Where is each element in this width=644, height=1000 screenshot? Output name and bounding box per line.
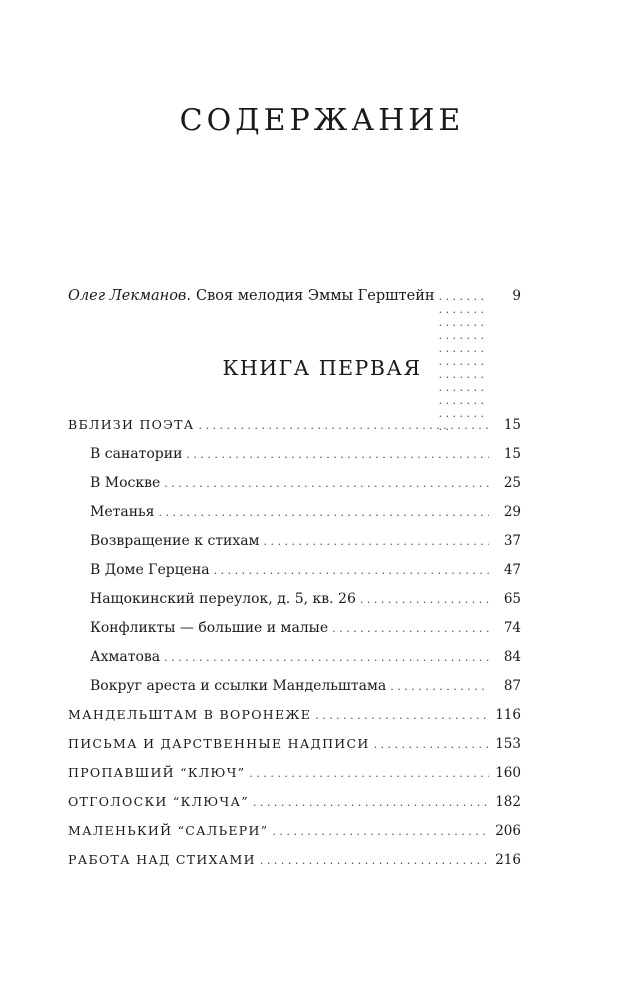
toc-entry-label: Нащокинский переулок, д. 5, кв. 26 [90, 591, 356, 607]
toc-entry-page-number: 160 [495, 765, 521, 781]
toc-entry-label: Вокруг ареста и ссылки Мандельштама [90, 678, 387, 694]
dot-leader [214, 564, 489, 577]
toc-entry-label: Ахматова [90, 649, 161, 665]
toc-entry-label: В санатории [90, 446, 183, 462]
toc-entry-label: В Доме Герцена [90, 562, 210, 578]
toc-entry-page-number: 216 [495, 852, 521, 868]
dot-leader [198, 419, 489, 432]
toc-entry-page-number: 206 [495, 823, 521, 839]
toc-subentry [68, 446, 521, 475]
toc-entry-label: ОТГОЛОСКИ “КЛЮЧА” [68, 794, 249, 809]
dot-leader [164, 651, 489, 664]
toc-entry-page-number: 153 [495, 736, 521, 752]
toc-entry-label: Конфликты — большие и малые [90, 620, 329, 636]
toc-subentry [68, 591, 521, 620]
toc-entry-page-number: 65 [503, 591, 521, 607]
toc-entry-label: МАНДЕЛЬШТАМ В ВОРОНЕЖЕ [68, 707, 312, 722]
dot-leader [264, 535, 490, 548]
dot-leader [374, 738, 489, 751]
dot-leader [253, 796, 489, 809]
dot-leader [249, 767, 489, 780]
toc-entry-page-number: 15 [503, 417, 521, 433]
toc-section-entry [68, 417, 521, 446]
toc-entry-label: Возвращение к стихам [90, 533, 260, 549]
toc-section-entry [68, 823, 521, 852]
toc-section-entry [68, 707, 521, 736]
dot-leader [186, 448, 489, 461]
toc-subentry [68, 649, 521, 678]
toc-section-entry [68, 794, 521, 823]
dot-leader [360, 593, 489, 606]
toc-entry-page-number: 15 [503, 446, 521, 462]
toc-section-entry [68, 852, 521, 881]
intro-page-number: 9 [512, 288, 521, 304]
book-title: КНИГА ПЕРВАЯ [222, 356, 422, 380]
toc-subentry [68, 620, 521, 649]
dot-leader [390, 680, 489, 693]
toc-entry-label: Метанья [90, 504, 155, 520]
toc-entry-page-number: 37 [503, 533, 521, 549]
intro-author: Олег Лекманов. [68, 288, 191, 304]
toc-entry-page-number: 84 [503, 649, 521, 665]
toc-entry-label: В Москве [90, 475, 161, 491]
toc-subentry [68, 562, 521, 591]
toc-entry-page-number: 47 [503, 562, 521, 578]
toc-entry-label: РАБОТА НАД СТИХАМИ [68, 852, 256, 867]
toc-entry-page-number: 74 [503, 620, 521, 636]
toc-subentry [68, 533, 521, 562]
toc-entry-page-number: 87 [503, 678, 521, 694]
toc-entry-page-number: 182 [495, 794, 521, 810]
toc-entry-page-number: 116 [495, 707, 521, 723]
toc-section-entry [68, 765, 521, 794]
toc-section-entry [68, 736, 521, 765]
toc-subentry [68, 475, 521, 504]
dot-leader [260, 854, 489, 867]
toc-entry-page-number: 29 [503, 504, 521, 520]
dot-leader [272, 825, 489, 838]
dot-leader [159, 506, 490, 519]
intro-title: Своя мелодия Эммы Герштейн [195, 288, 435, 304]
toc-subentry [68, 504, 521, 533]
dot-leader [332, 622, 489, 635]
toc-subentry [68, 678, 521, 707]
toc-entry-page-number: 25 [503, 475, 521, 491]
toc-list [68, 417, 521, 881]
toc-entry-label: МАЛЕНЬКИЙ “САЛЬЕРИ” [68, 823, 269, 838]
page-title: СОДЕРЖАНИЕ [179, 103, 465, 138]
toc-entry-label: ПИСЬМА И ДАРСТВЕННЫЕ НАДПИСИ [68, 736, 370, 751]
dot-leader [164, 477, 489, 490]
toc-entry-label: ВБЛИЗИ ПОЭТА [68, 417, 195, 432]
dot-leader [315, 709, 489, 722]
toc-entry-label: ПРОПАВШИЙ “КЛЮЧ” [68, 765, 246, 780]
